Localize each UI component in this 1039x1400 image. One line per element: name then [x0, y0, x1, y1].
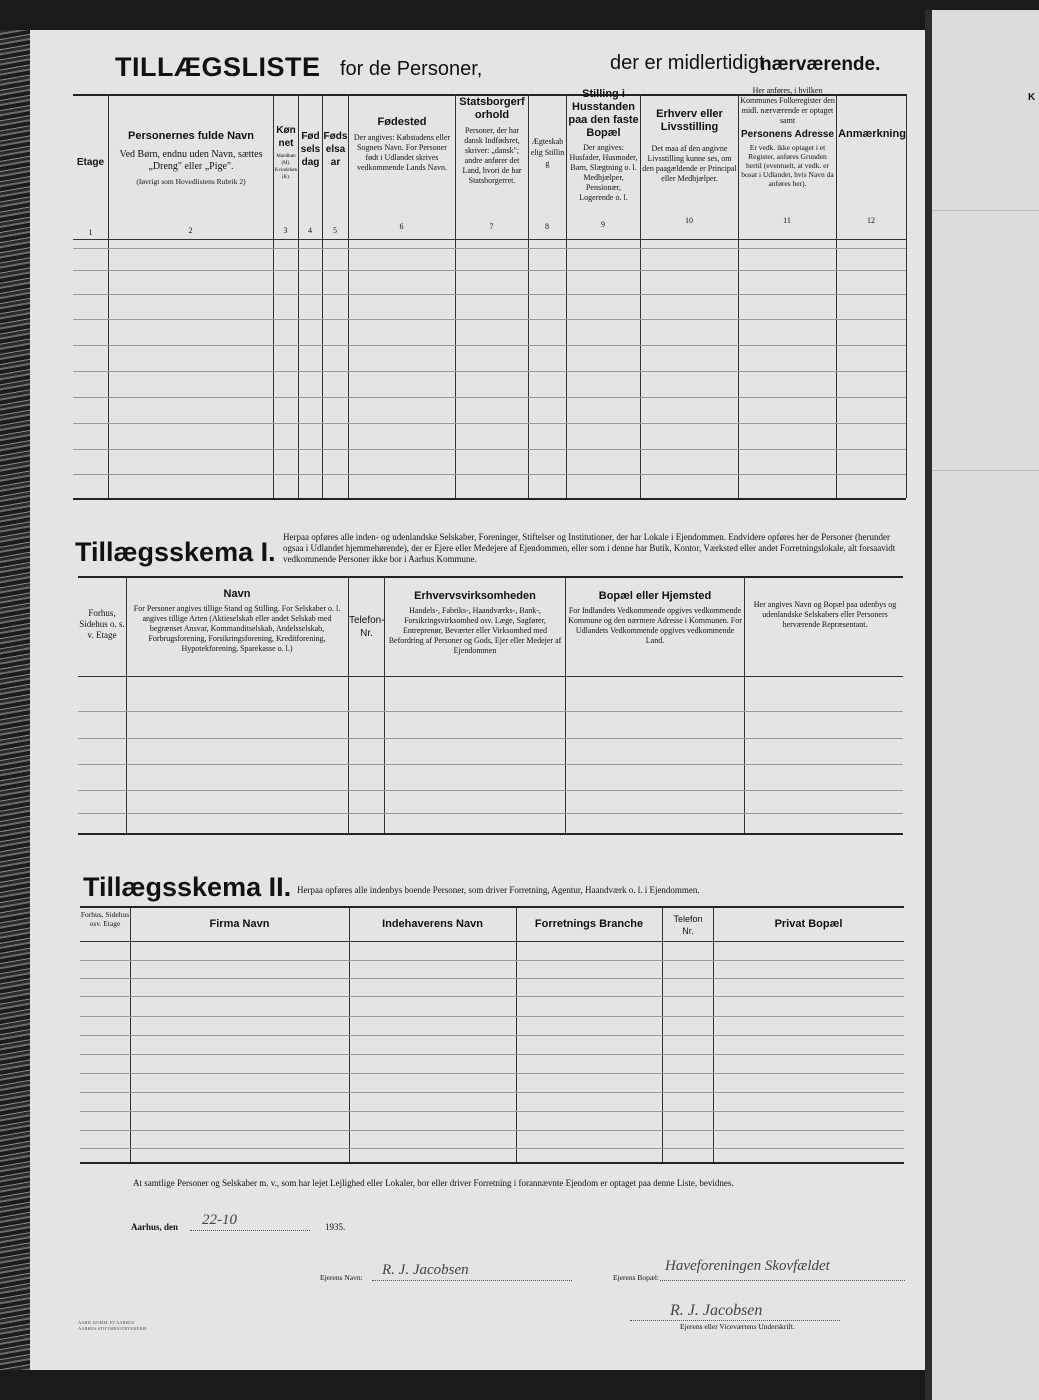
skema2-title: Tillægsskema II. [83, 872, 292, 902]
col-num-8: 8 [545, 222, 549, 231]
year: 1935. [325, 1222, 346, 1232]
skema2-col-firma: Firma Navn [209, 918, 270, 930]
page-gutter [925, 10, 932, 1400]
skema1-col-navn: Navn For Personer angives tillige Stand og Stilling. For Selskaber o. l. angives tillige Arten (Aktieselskab eller andet Selskab med begrænset Ansvar, Kommanditselskab, Andelsselskab, Forbrugsforening, Forsikringsforening, Kreditforening, Hypotekforening, Sparekasse o. l.) [133, 588, 341, 653]
skema2-intro: Herpaa opføres alle indenbys boende Personer, som driver Forretning, Agentur, Haandværk o. l. i Ejendommen. [297, 885, 700, 895]
col-birthday-header: Fødselsdag [300, 131, 321, 168]
col-num-7: 7 [489, 222, 494, 231]
owner-name-handwritten: R. J. Jacobsen [382, 1262, 469, 1278]
main-table-bottom-rule [73, 498, 906, 500]
signature-handwritten: R. J. Jacobsen [670, 1302, 763, 1319]
form-title: TILLÆGSLISTE [115, 52, 321, 82]
form-title-part2: der er midlertidigt [610, 52, 765, 74]
owner-address-handwritten: Haveforeningen Skovfældet [665, 1258, 830, 1274]
col-birthyear-header: Fødselsaar [323, 131, 348, 168]
col-gender-header: Kønnet Mandkøn (M). Kvindekøn (K). [274, 125, 298, 180]
form-page [30, 30, 925, 1370]
col-etage-header: Etage [76, 157, 105, 168]
col-num-12: 12 [867, 216, 875, 225]
col-num-4: 4 [308, 226, 312, 235]
col-num-9: 9 [601, 220, 605, 229]
skema2-col-telefon: Telefon Nr. [673, 914, 703, 936]
col-name-header: Personernes fulde Navn Ved Børn, endnu uden Navn, sættes „Dreng" eller „Pige". (Iøvrigt som Hovedlistens Rubrik 2) [119, 130, 263, 186]
col-remarks-header: Anmærkning [838, 128, 906, 140]
col-marital-header: Ægteskabelig Stilling [530, 137, 565, 168]
printer-imprint: AARH. KOMM. ET AARHUS AARHUS STIFTSBOGTRYKKERIE [78, 1320, 147, 1331]
col-num-11: 11 [783, 216, 791, 225]
col-birthplace-header: Fødested Der angives: Købstadens eller Sognets Navn. For Personer født i Udlandet skrives vedkommende Lands Navn. [353, 116, 451, 172]
facing-page-letter: K [1028, 92, 1036, 103]
book-spine [0, 30, 30, 1370]
skema1-col-etage: Forhus, Sidehus o. s. v. Etage [79, 608, 125, 640]
col-num-5: 5 [333, 226, 337, 235]
col-num-2: 2 [188, 226, 193, 235]
attestation-statement: At samtlige Personer og Selskaber m. v., som har lejet Lejlighed eller Lokaler, bor eller driver Forretning i forannævnte Ejendom er optaget paa denne Liste, bevidnes. [133, 1178, 734, 1188]
form-title-part1: for de Personer, [340, 58, 483, 80]
facing-page [932, 10, 1039, 1400]
col-num-3: 3 [283, 226, 288, 235]
main-table-header-rule [73, 239, 906, 240]
skema1-title: Tillægsskema I. [75, 537, 276, 567]
owner-address-label: Ejerens Bopæl: [613, 1273, 660, 1282]
col-citizenship-header: Statsborgerforhold Personer, der har dansk Indfødsret, skriver: „dansk"; andre anfører det Land, hvori de har Statsborgerret. [459, 96, 525, 185]
form-title-part3: nærværende. [760, 54, 881, 75]
skema1-col-telefon: Telefon-Nr. [349, 615, 385, 639]
col-num-10: 10 [685, 216, 693, 225]
place-date-label: Aarhus, den [131, 1222, 179, 1232]
col-num-6: 6 [399, 222, 404, 231]
skema2-col-indehaver: Indehaverens Navn [382, 918, 483, 930]
skema2-col-branche: Forretnings Branche [534, 918, 644, 930]
col-num-1: 1 [88, 228, 93, 237]
signature-label: Ejerens eller Viceværtens Underskrift. [680, 1322, 795, 1331]
skema1-col-erhverv: Erhvervsvirksomheden Handels-, Fabriks-, Haandværks-, Bank-, Forsikringsvirksomhed osv. Læge, Sagfører, Entreprenør, Beværter eller Virksomhed med Befordring af Personer og Gods, Ejer eller Medejer af Ejendommen [388, 590, 562, 655]
col-occupation-header: Erhverv eller Livsstilling Det maa af den angivne Livsstilling kunne ses, om den paagældende er Principal eller Medhjælper. [642, 108, 737, 183]
skema1-intro: Herpaa opføres alle inden- og udenlandske Selskaber, Foreninger, Stiftelser og Institutioner, der har Lokale i Ejendommen. Endvidere opføres her de Personer (herunder ogsaa i Udlandet hjemmehørende), der er Ejere eller Medejere af Ejendommen, eller som i denne har Butik, Kontor, Værksted eller andet Forretningslokale, alt forsaavidt vedkommende Personer ikke bor i Aarhus Kommune. [283, 532, 896, 564]
skema1-col-repr: Her angives Navn og Bopæl paa udenbys og udenlandske Selskabers eller Personers herværende Repræsentant. [753, 600, 897, 629]
skema1-col-bopael: Bopæl eller Hjemsted For Indlandets Vedkommende opgives vedkommende Kommune og den nærmere Adresse i Kommunen. For Udlandets Vedkommende opgives vedkommende Land. [568, 590, 742, 645]
date-handwritten: 22-10 [202, 1212, 237, 1228]
skema2-col-etage: Forhus, Sidehus osv. Etage [80, 910, 130, 928]
skema2-col-bopael: Privat Bopæl [774, 918, 843, 930]
owner-name-label: Ejerens Navn: [320, 1273, 363, 1282]
col-household-header: Stilling i Husstanden paa den faste Bopæl Der angives: Husfader, Husmoder, Barn, Slægtning o. l. Medhjælper, Pensionær, Logerende o. l. [568, 88, 639, 202]
col-address-header: Her anføres, i hvilken Kommunes Folkeregister den midl. nærværende er optaget samt Personens Adresse Er vedk. ikke optaget i et Register, anføres Grunden hertil (eventuelt, at vedk. er bosat i Udlandet, hvis Navn da anføres her). [740, 86, 835, 188]
